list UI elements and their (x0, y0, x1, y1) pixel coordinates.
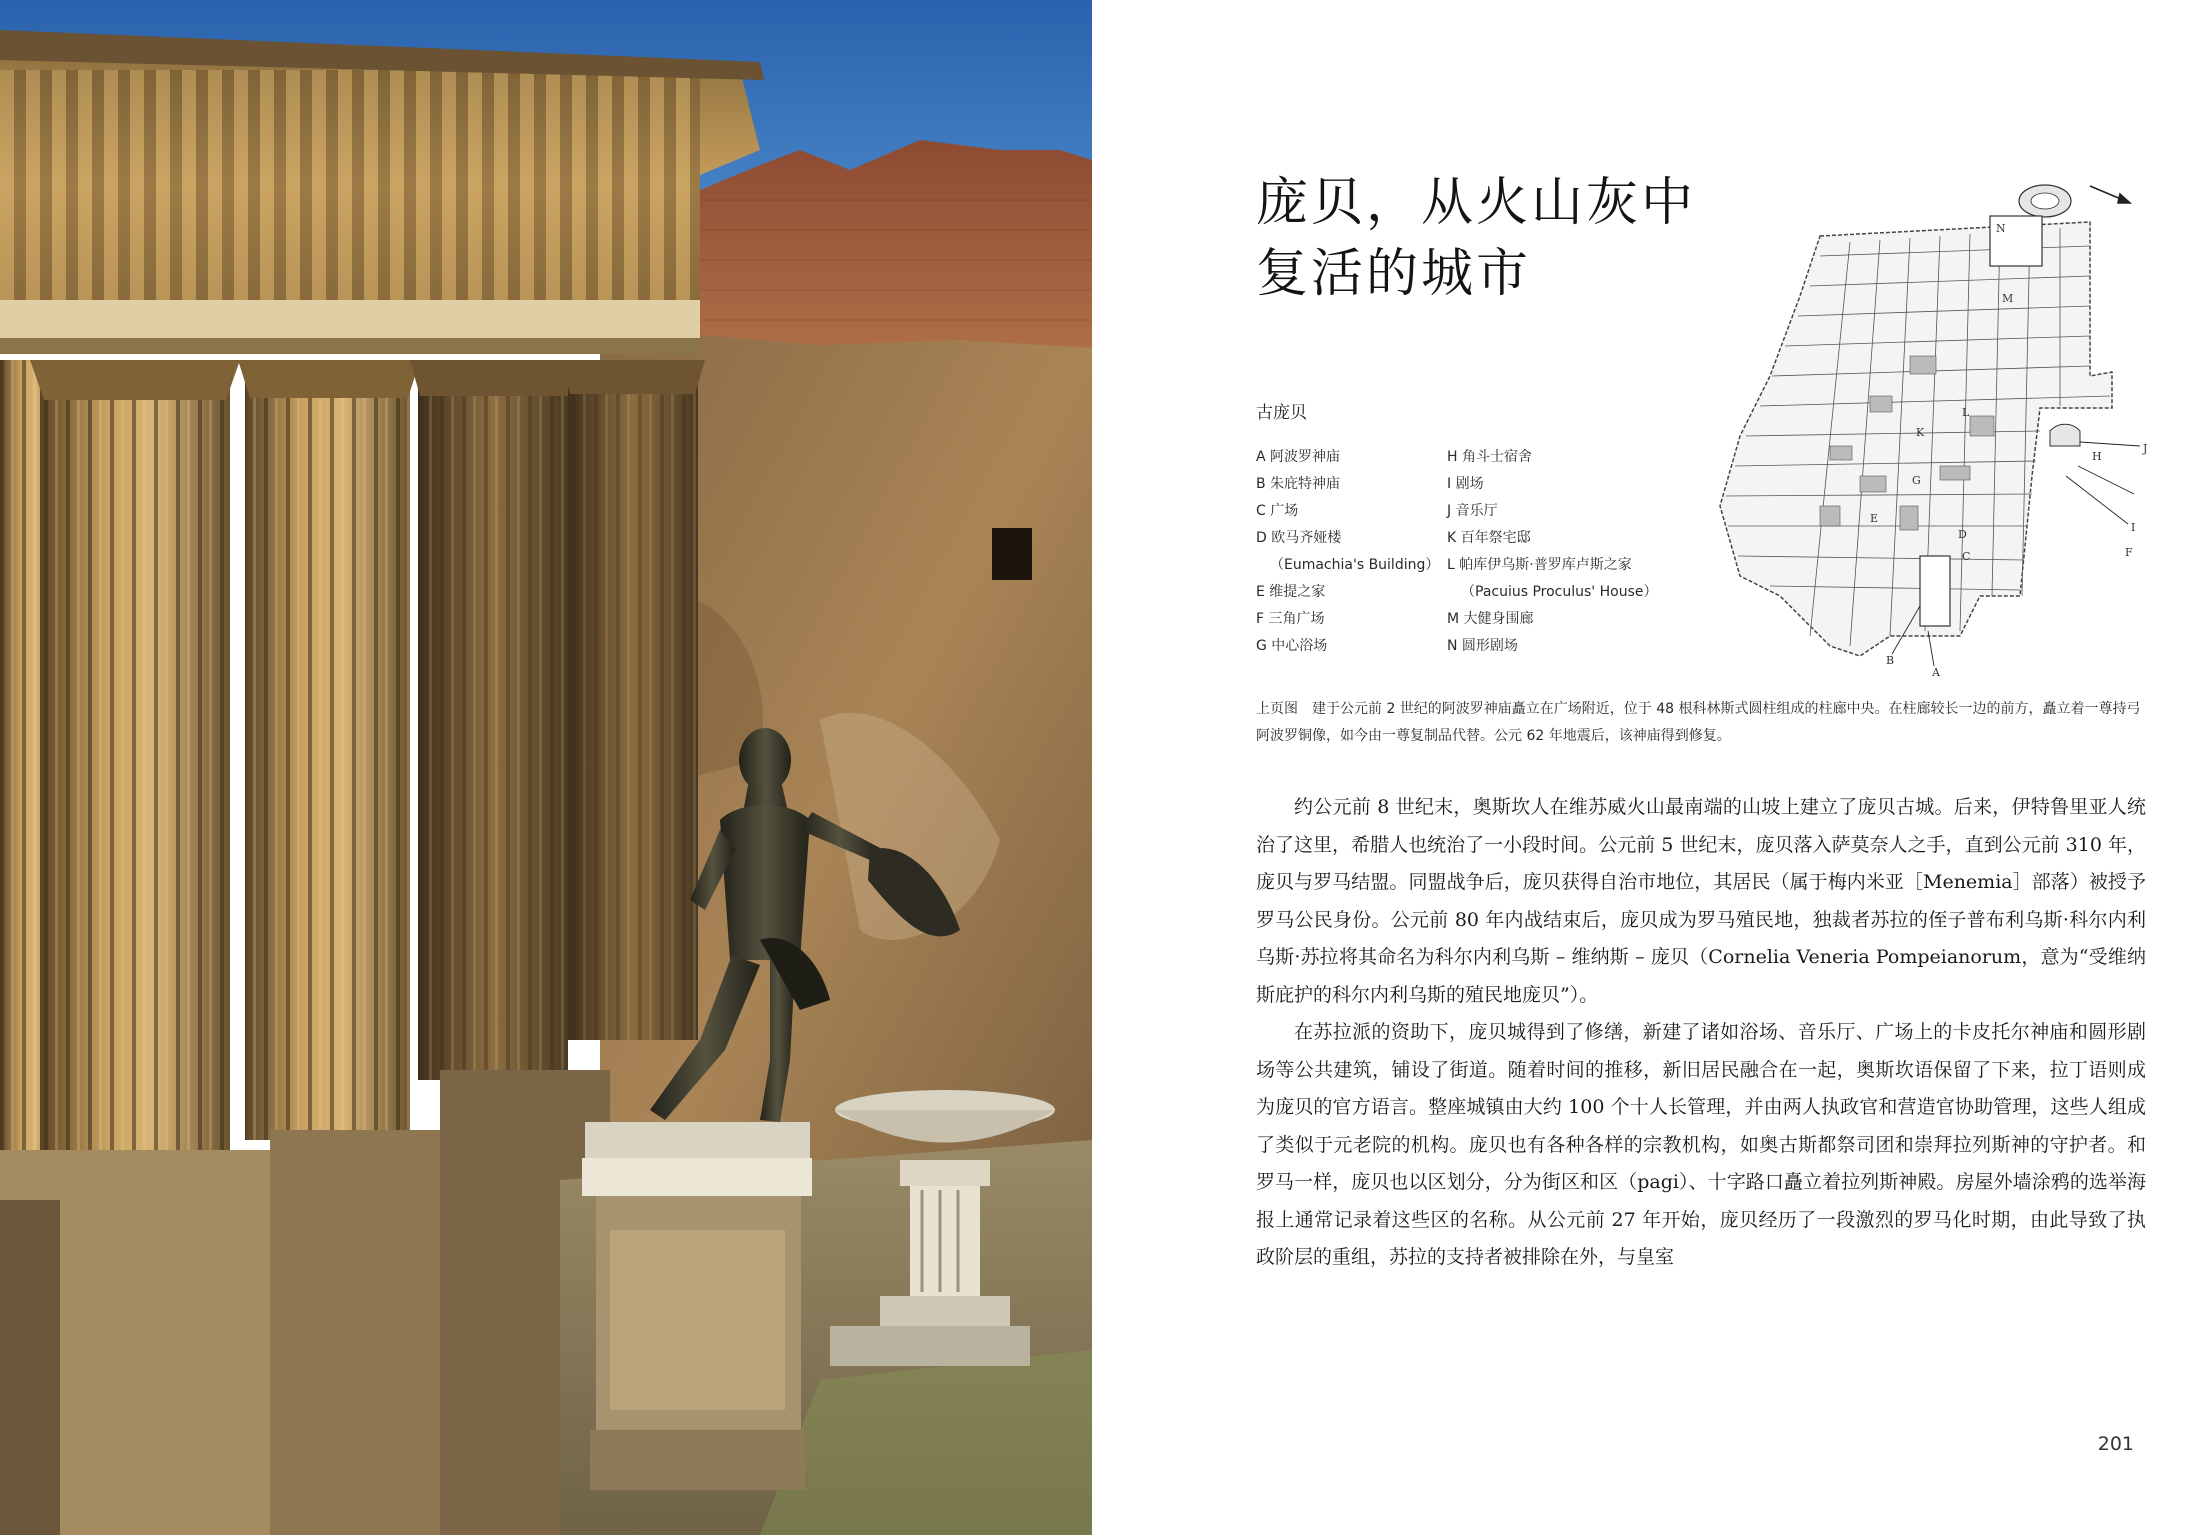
map-label: G (1912, 474, 1921, 487)
statue-pedestal (582, 1122, 812, 1490)
map-label: J (2143, 442, 2148, 455)
map-label: D (1958, 528, 1967, 541)
legend-item: N 圆形剧场 (1447, 638, 1518, 654)
map-label: L (1962, 406, 1970, 419)
map-label: A (1932, 666, 1940, 676)
legend-item: G 中心浴场 (1256, 638, 1328, 654)
title-line-2: 复活的城市 (1256, 244, 1532, 304)
legend-item: F 三角广场 (1256, 611, 1325, 627)
photo-caption: 上页图 建于公元前 2 世纪的阿波罗神庙矗立在广场附近，位于 48 根科林斯式圆柱组成的柱廊中央。在柱廊较长一边的前方，矗立着一尊持弓阿波罗铜像，如今由一尊复制品代替。公元 62 年地震后，该神庙得到修复。 (1256, 701, 2141, 744)
paragraph: 在苏拉派的资助下，庞贝城得到了修缮，新建了诸如浴场、音乐厅、广场上的卡皮托尔神庙和圆形剧场等公共建筑，铺设了街道。随着时间的推移，新旧居民融合在一起，奥斯坎语保留了下来，拉丁语则成为庞贝的官方语言。整座城镇由大约 100 个十人长管理，并由两人执政官和营造官协助管理，这些人组成了类似于元老院的机构。庞贝也有各种各样的宗教机构，如奥古斯都祭司团和崇拜拉列斯神的守护者。和罗马一样，庞贝也以区划分，分为街区和区（pagi）、十字路口矗立着拉列斯神殿。房屋外墙涂鸦的选举海报上通常记录着这些区的名称。从公元前 27 年开始，庞贝经历了一段激烈的罗马化时期，由此导致了执政阶层的重组，苏拉的支持者被排除在外，与皇室 (1256, 1021, 2146, 1268)
legend-item-note: （Eumachia's Building） (1270, 557, 1440, 573)
legend-item: J 音乐厅 (1447, 503, 1498, 519)
forum-shape (1920, 556, 1950, 626)
map-legend-column-1 (1256, 444, 1439, 660)
map-label: M (2002, 292, 2014, 305)
text-page (1092, 0, 2185, 1535)
legend-item-note: （Pacuius Proculus' House） (1461, 584, 1658, 600)
legend-item: K 百年祭宅邸 (1447, 530, 1531, 546)
body-text (1256, 789, 2146, 1277)
map-label: C (1962, 550, 1971, 563)
map-label: K (1916, 426, 1925, 439)
map-legend-column-2 (1447, 444, 1657, 660)
legend-item: E 维提之家 (1256, 584, 1326, 600)
legend-item: C 广场 (1256, 503, 1299, 519)
temple-photo (0, 0, 1092, 1535)
map-label: B (1886, 654, 1895, 667)
title-line-1: 庞贝，从火山灰中 (1256, 173, 1697, 233)
legend-item: M 大健身围廊 (1447, 611, 1534, 627)
legend-item: L 帕库伊乌斯·普罗库卢斯之家 (1447, 557, 1632, 573)
legend-item: H 角斗士宿舍 (1447, 449, 1532, 465)
legend-item: B 朱庇特神庙 (1256, 476, 1341, 492)
map-label: I (2131, 521, 2136, 534)
map-label: E (1870, 512, 1879, 525)
north-arrow-icon (2090, 186, 2130, 203)
map-label: F (2125, 546, 2133, 559)
legend-item: A 阿波罗神庙 (1256, 449, 1341, 465)
legend-item: I 剧场 (1447, 476, 1484, 492)
paragraph: 约公元前 8 世纪末，奥斯坎人在维苏威火山最南端的山坡上建立了庞贝古城。后来，伊特鲁里亚人统治了这里，希腊人也统治了一小段时间。公元前 5 世纪末，庞贝落入萨莫奈人之手，直到公元前 310 年，庞贝与罗马结盟。同盟战争后，庞贝获得自治市地位，其居民（属于梅内米亚［Menemia］部落）被授予罗马公民身份。公元前 80 年内战结束后，庞贝成为罗马殖民地，独裁者苏拉的侄子普布利乌斯·科尔内利乌斯·苏拉将其命名为科尔内利乌斯 – 维纳斯 – 庞贝（Cornelia Veneria Pompeianorum，意为“受维纳斯庇护的科尔内利乌斯的殖民地庞贝”）。 (1256, 796, 2146, 1006)
map-label: N (1996, 222, 2006, 235)
wall-window (992, 528, 1032, 580)
page-number: 201 (2097, 1433, 2134, 1455)
map-label: H (2092, 450, 2102, 463)
legend-item: D 欧马齐娅楼 (1256, 530, 1342, 546)
map-legend-heading: 古庞贝 (1256, 403, 1307, 423)
pompeii-map (1680, 176, 2148, 676)
